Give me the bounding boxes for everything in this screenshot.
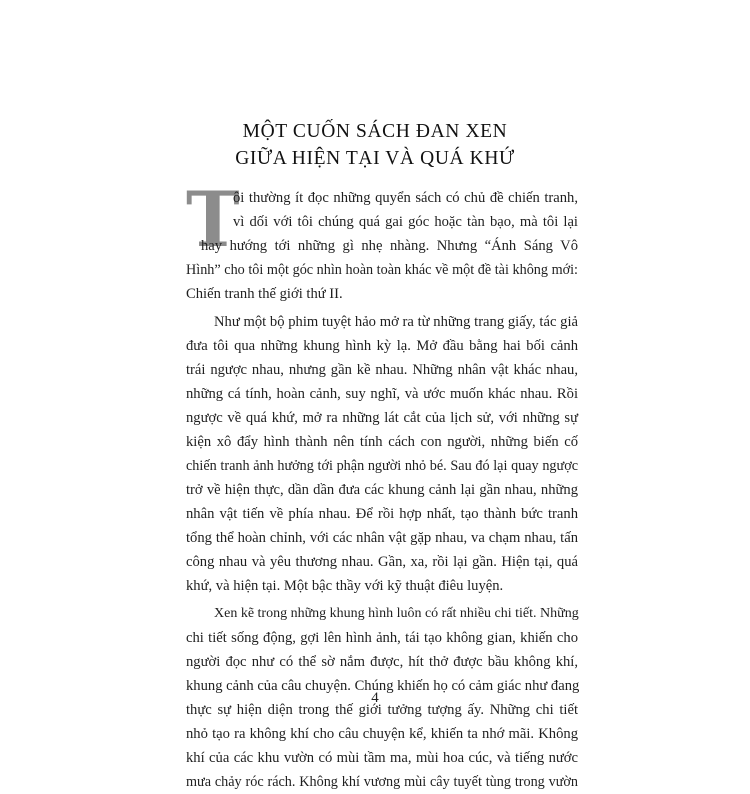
- text-line: mưa chảy róc rách. Không khí vương mùi cây tuyết tùng trong vườn: [186, 774, 578, 790]
- text-line: Chiến tranh thế giới thứ II.: [186, 286, 343, 302]
- text-line: vì dối với tôi chúng quá gai góc hoặc tàn bạo, mà tôi lại: [233, 214, 578, 230]
- text-line: kiện xô đẩy hình thành nên tính cách con người, những biến cố: [186, 434, 578, 450]
- paragraph-1: [186, 186, 578, 306]
- text-line: tổng thể hoàn chỉnh, với các nhân vật gặp nhau, va chạm nhau, tấn: [186, 530, 578, 546]
- text-line: ngược về quá khứ, mở ra những lát cắt của lịch sử, với những sự: [186, 410, 578, 426]
- text-line: nhân vật tiến về phía nhau. Để rồi hợp nhất, tạo thành bức tranh: [186, 506, 578, 522]
- paragraph-2: [186, 310, 578, 598]
- chapter-title-line-1: MỘT CUỐN SÁCH ĐAN XEN: [242, 121, 508, 142]
- text-line: nhỏ tạo ra không khí cho câu chuyện kể, khiến ta nhớ mãi. Không: [186, 726, 578, 742]
- text-line: đưa tôi qua những khung hình kỳ lạ. Mở đầu bằng hai bối cảnh: [186, 338, 578, 354]
- text-line: khứ, và hiện tại. Một bậc thầy với kỹ thuật điêu luyện.: [186, 578, 504, 594]
- chapter-title-line-2: GIỮA HIỆN TẠI VÀ QUÁ KHỨ: [235, 148, 515, 169]
- text-line: khung cảnh của câu chuyện. Chúng khiến họ có cảm giác như đang: [186, 678, 580, 694]
- text-line: người đọc như có thể sờ nắm được, hít thở được bầu không khí,: [186, 654, 578, 670]
- text-line: công nhau và yêu thương nhau. Gần, xa, rồi lại gần. Hiện tại, quá: [186, 554, 578, 570]
- text-line: Hình” cho tôi một góc nhìn hoàn toàn khác về một đề tài không mới:: [186, 262, 578, 278]
- drop-cap-letter: T: [186, 174, 240, 265]
- text-line: Như một bộ phim tuyệt hảo mở ra từ những trang giấy, tác giả: [214, 314, 578, 330]
- chapter-title: [150, 118, 600, 172]
- text-line: những cá tính, hoàn cảnh, suy nghĩ, và ước muốn khác nhau. Rồi: [186, 386, 578, 402]
- text-line: chiến tranh ảnh hưởng tới phận người nhỏ bé. Sau đó lại quay ngược: [186, 458, 578, 474]
- text-line: thực sự hiện diện trong thế giới tưởng tượng ấy. Những chi tiết: [186, 702, 578, 718]
- text-line: ôi thường ít đọc những quyển sách có chủ đề chiến tranh,: [233, 190, 578, 206]
- text-line: trở về hiện thực, dần dần đưa các khung cảnh lại gần nhau, những: [186, 482, 578, 498]
- text-line: chi tiết sống động, gợi lên hình ảnh, tái tạo không gian, khiến cho: [186, 630, 578, 646]
- text-line: trái ngược nhau, nhưng gần kề nhau. Những nhân vật khác nhau,: [186, 362, 578, 378]
- text-line: Xen kẽ trong những khung hình luôn có rất nhiều chi tiết. Những: [214, 606, 579, 621]
- text-line: hay hướng tới những gì nhẹ nhàng. Nhưng “Ánh Sáng Vô: [201, 238, 578, 254]
- page-number: 4: [371, 690, 379, 706]
- text-line: khí của các khu vườn có mùi tầm ma, mùi hoa cúc, và tiếng nước: [186, 750, 578, 766]
